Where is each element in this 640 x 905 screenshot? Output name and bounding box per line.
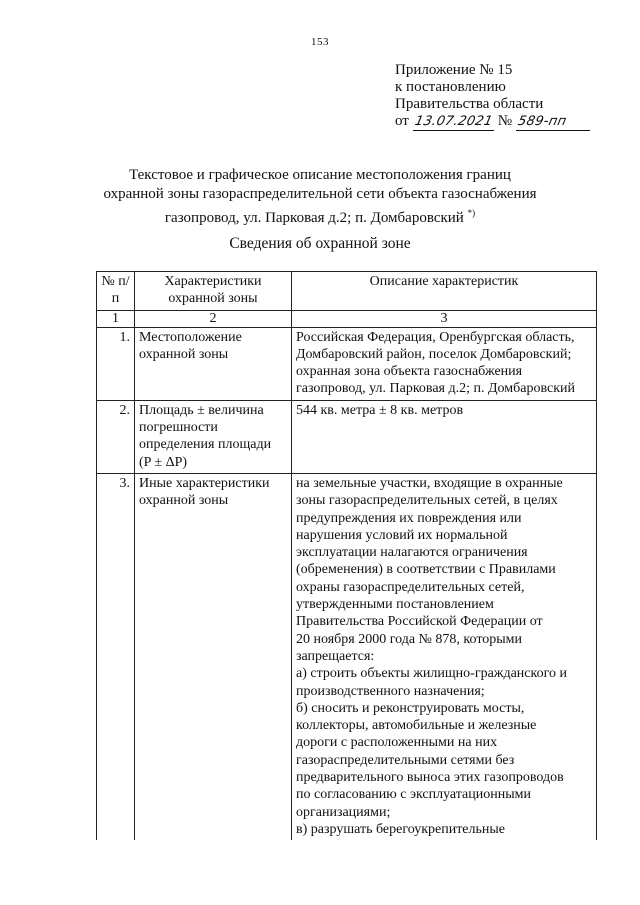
title-line-2: охранной зоны газораспределительной сети объекта газоснабжения	[103, 186, 537, 202]
row-characteristic: Площадь ± величина погрешности определения площади (P ± ΔP)	[135, 400, 292, 473]
document-title	[60, 166, 580, 228]
handwritten-number: 589-пп	[516, 114, 568, 129]
description-line: утвержденными постановлением	[296, 597, 494, 613]
handwritten-date: 13.07.2021	[413, 114, 494, 129]
row-characteristic: Иные характеристики охранной зоны	[135, 473, 292, 840]
table-row	[97, 327, 597, 400]
description-line: в) разрушать берегоукрепительные	[296, 821, 506, 837]
description-line: запрещается:	[296, 648, 375, 664]
description-line: б) сносить и реконструировать мосты,	[296, 700, 525, 716]
protection-zone-table	[96, 271, 597, 840]
table-header-row	[97, 272, 597, 311]
description-line: охраны газораспределительных сетей,	[296, 579, 525, 595]
appendix-line-1: Приложение № 15	[395, 62, 513, 78]
row-description	[292, 473, 597, 840]
header-number: № п/п	[97, 272, 135, 311]
description-line: (обременения) в соответствии с Правилами	[296, 562, 556, 578]
row-characteristic: Местоположение охранной зоны	[135, 327, 292, 400]
page-number: 153	[311, 36, 329, 48]
row-number: 2.	[97, 400, 135, 473]
description-line: Правительства Российской Федерации от	[296, 614, 543, 630]
description-line: зоны газораспределительных сетей, в целях	[296, 493, 558, 509]
section-title: Сведения об охранной зоне	[229, 235, 411, 252]
header-description: Описание характеристик	[292, 272, 597, 311]
row-description: 544 кв. метра ± 8 кв. метров	[292, 400, 597, 473]
row-number: 1.	[97, 327, 135, 400]
description-line: эксплуатации налагаются ограничения	[296, 545, 528, 561]
description-line: организациями;	[296, 804, 391, 820]
header-characteristic: Характеристики охранной зоны	[135, 272, 292, 311]
row-number: 3.	[97, 473, 135, 840]
description-line: коллекторы, автомобильные и железные	[296, 718, 537, 734]
title-line-1: Текстовое и графическое описание местоположения границ	[129, 167, 511, 183]
description-line: нарушения условий их нормальной	[296, 527, 508, 543]
description-line: газораспределительными сетями без	[296, 752, 515, 768]
table-row	[97, 473, 597, 840]
description-line: а) строить объекты жилищно-гражданского и	[296, 666, 567, 682]
description-line: на земельные участки, входящие в охранные	[296, 475, 563, 491]
appendix-line-3: Правительства области	[395, 96, 544, 112]
description-line: предупреждения их повреждения или	[296, 510, 522, 526]
table-row	[97, 400, 597, 473]
row-description: Российская Федерация, Оренбургская область, Домбаровский район, поселок Домбаровский; охранная зона объекта газоснабжения газопровод, ул. Парковая д.2; п. Домбаровский	[292, 327, 597, 400]
title-line-3: газопровод, ул. Парковая д.2; п. Домбаровский	[164, 210, 464, 226]
description-line: дороги с расположенными на них	[296, 735, 498, 751]
number-prefix: №	[497, 113, 513, 129]
appendix-block	[395, 62, 590, 131]
description-line: предварительного выноса этих газопроводов	[296, 770, 564, 786]
description-line: производственного назначения;	[296, 683, 485, 699]
description-line: по согласованию с эксплуатационными	[296, 787, 531, 803]
table-column-number-row	[97, 310, 597, 327]
appendix-line-2: к постановлению	[395, 79, 506, 95]
column-number-2: 2	[135, 310, 292, 327]
appendix-date-line	[395, 113, 590, 131]
column-number-1: 1	[97, 310, 135, 327]
date-prefix: от	[395, 113, 409, 129]
description-line: 20 ноября 2000 года № 878, которыми	[296, 631, 523, 647]
footnote-mark: *)	[467, 208, 476, 218]
column-number-3: 3	[292, 310, 597, 327]
